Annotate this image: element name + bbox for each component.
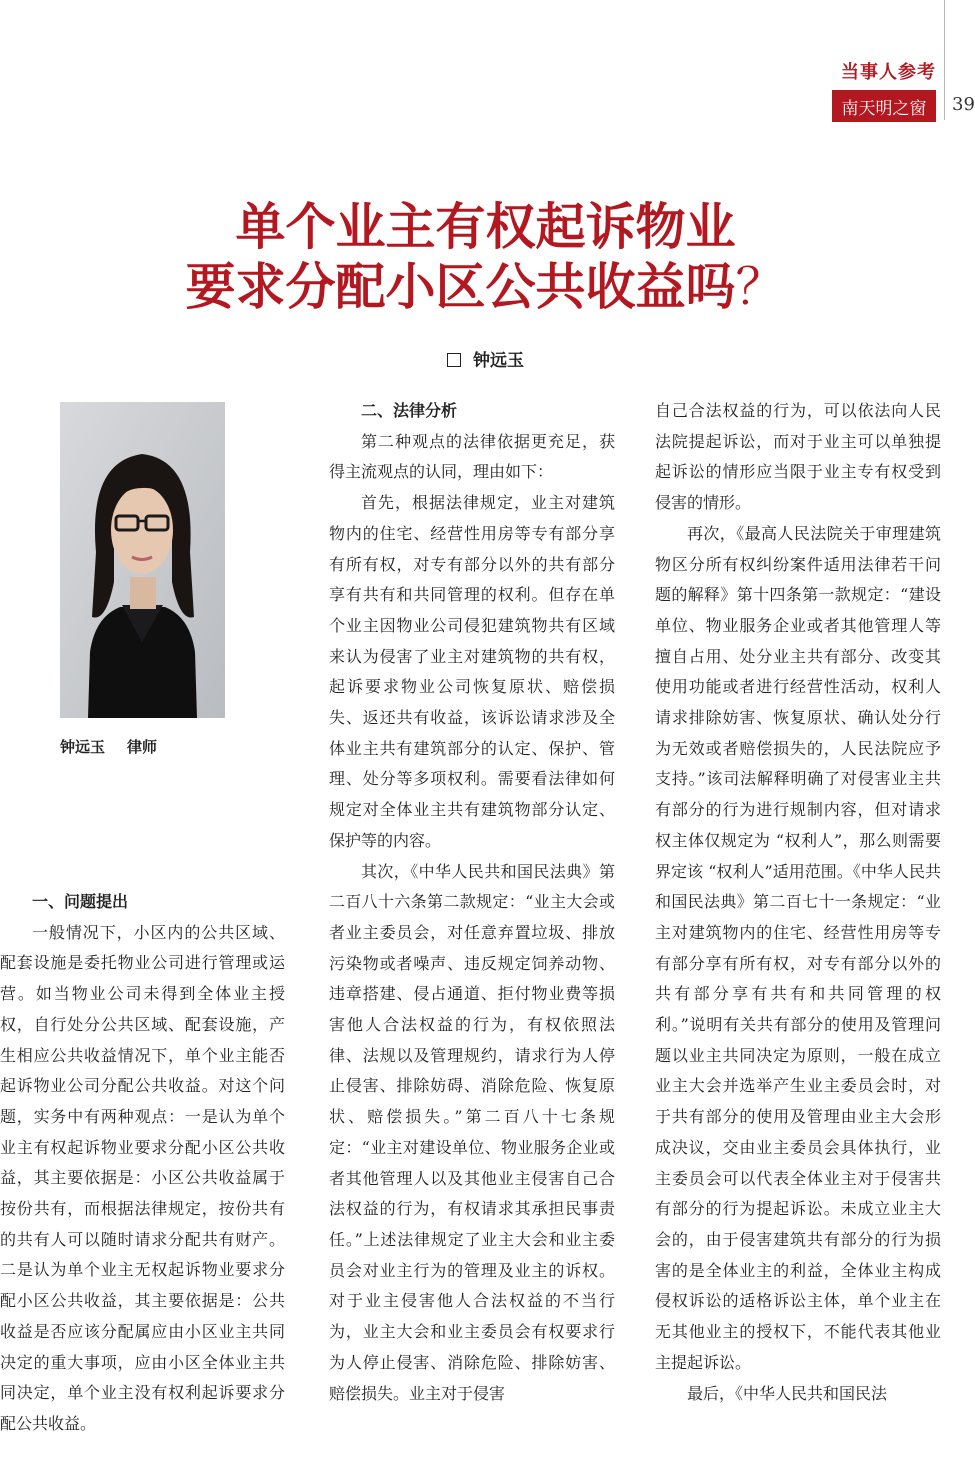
portrait-caption-role: 律师 bbox=[127, 738, 158, 756]
author-portrait-illustration bbox=[60, 402, 225, 718]
byline-square-icon bbox=[447, 353, 461, 367]
portrait-caption bbox=[60, 736, 157, 757]
section-2-paragraph-3-continued: 自己合法权益的行为，可以依法向人民法院提起诉讼，而对于业主可以单独提起诉讼的情形应当限于业主专有权受到侵害的情形。 bbox=[655, 401, 941, 513]
section-1-paragraph-1: 一般情况下，小区内的公共区域、配套设施是委托物业公司进行管理或运营。如当物业公司未得到全体业主授权，自行处分公共区域、配套设施，产生相应公共收益情况下，单个业主能否起诉物业公司分配公共收益。对这个问题，实务中有两种观点：一是认为单个业主有权起诉物业要求分配小区公共收益，其主要依据是：小区公共收益属于按份共有，而根据法律规定，按份共有的共有人可以随时请求分配共有财产。二是认为单个业主无权起诉物业要求分配小区公共收益，其主要依据是：公共收益是否应该分配属应由小区业主共同决定的重大事项，应由小区全体业主共同决定，单个业主没有权利起诉要求分配公共收益。 bbox=[0, 922, 285, 1433]
article-title-question-mark: ？ bbox=[735, 258, 786, 316]
article-title-line-1: 单个业主有权起诉物业 bbox=[235, 198, 736, 256]
article-title-line-2-text: 要求分配小区公共收益吗 bbox=[185, 258, 736, 316]
article-title-line-2 bbox=[0, 257, 971, 317]
section-2-heading: 二、法律分析 bbox=[361, 401, 458, 420]
byline bbox=[0, 346, 971, 371]
column-2 bbox=[329, 396, 615, 1409]
section-2-paragraph-2: 首先，根据法律规定，业主对建筑物内的住宅、经营性用房等专有部分享有所有权，对专有部分以外的共有部分享有共有和共同管理的权利。但存在单个业主因物业公司侵犯建筑物共有区域来认为侵害了业主对建筑物的共有权，起诉要求物业公司恢复原状、赔偿损失、返还共有收益，该诉讼请求涉及全体业主共有建筑部分的认定、保护、管理、处分等多项权利。需要看法律如何规定对全体业主共有建筑物部分认定、保护等的内容。 bbox=[329, 493, 615, 850]
section-2-paragraph-4: 再次，《最高人民法院关于审理建筑物区分所有权纠纷案件适用法律若干问题的解释》第十四条第一款规定：“建设单位、物业服务企业或者其他管理人等擅自占用、处分业主共有部分、改变其使用功能或者进行经营性活动，权利人请求排除妨害、恢复原状、确认处分行为无效或者赔偿损失的，人民法院应予支持。”该司法解释明确了对侵害业主共有部分的行为进行规制内容，但对请求权主体仅规定为 “权利人”，那么则需要界定该 “权利人”适用范围。《中华人民共和国民法典》第二百七十一条规定：“业主对建筑物内的住宅、经营性用房等专有部分享有所有权，对专有部分以外的共有部分享有共有和共同管理的权利。”说明有关共有部分的使用及管理问题以业主共同决定为原则，一般在成立业主大会并选举产生业主委员会时，对于共有部分的使用及管理由业主大会形成决议，交由业主委员会具体执行，业主委员会可以代表全体业主对于侵害共有部分的行为提起诉讼。未成立业主大会的，由于侵害建筑共有部分的行为损害的是全体业主的利益，全体业主构成侵权诉讼的适格诉讼主体，单个业主在无其他业主的授权下，不能代表其他业主提起诉讼。 bbox=[655, 523, 941, 1372]
page-number: 39 bbox=[952, 94, 975, 115]
section-label: 当事人参考 bbox=[841, 62, 936, 83]
column-1 bbox=[0, 887, 285, 1440]
portrait-caption-name: 钟远玉 bbox=[60, 738, 106, 756]
section-1-heading: 一、问题提出 bbox=[32, 892, 129, 911]
column-3 bbox=[655, 396, 941, 1409]
section-2-paragraph-5: 最后，《中华人民共和国民法 bbox=[687, 1383, 888, 1403]
section-2-paragraph-3: 其次，《中华人民共和国民法典》第二百八十六条第二款规定：“业主大会或者业主委员会，对任意弃置垃圾、排放污染物或者噪声、违反规定饲养动物、违章搭建、侵占通道、拒付物业费等损害他人合法权益的行为，有权依照法律、法规以及管理规约，请求行为人停止侵害、排除妨碍、消除危险、恢复原状、赔偿损失。”第二百八十七条规定：“业主对建设单位、物业服务企业或者其他管理人以及其他业主侵害自己合法权益的行为，有权请求其承担民事责任。”上述法律规定了业主大会和业主委员会对业主行为的管理及业主的诉权。对于业主侵害他人合法权益的不当行为，业主大会和业主委员会有权要求行为人停止侵害、消除危险、排除妨害、赔偿损失。业主对于侵害 bbox=[329, 861, 615, 1403]
page-margin-rule bbox=[944, 0, 945, 120]
author-name: 钟远玉 bbox=[473, 351, 524, 371]
author-portrait bbox=[60, 402, 225, 718]
column-tag: 南天明之窗 bbox=[832, 90, 936, 122]
section-2-paragraph-1: 第二种观点的法律依据更充足，获得主流观点的认同，理由如下： bbox=[329, 431, 615, 482]
